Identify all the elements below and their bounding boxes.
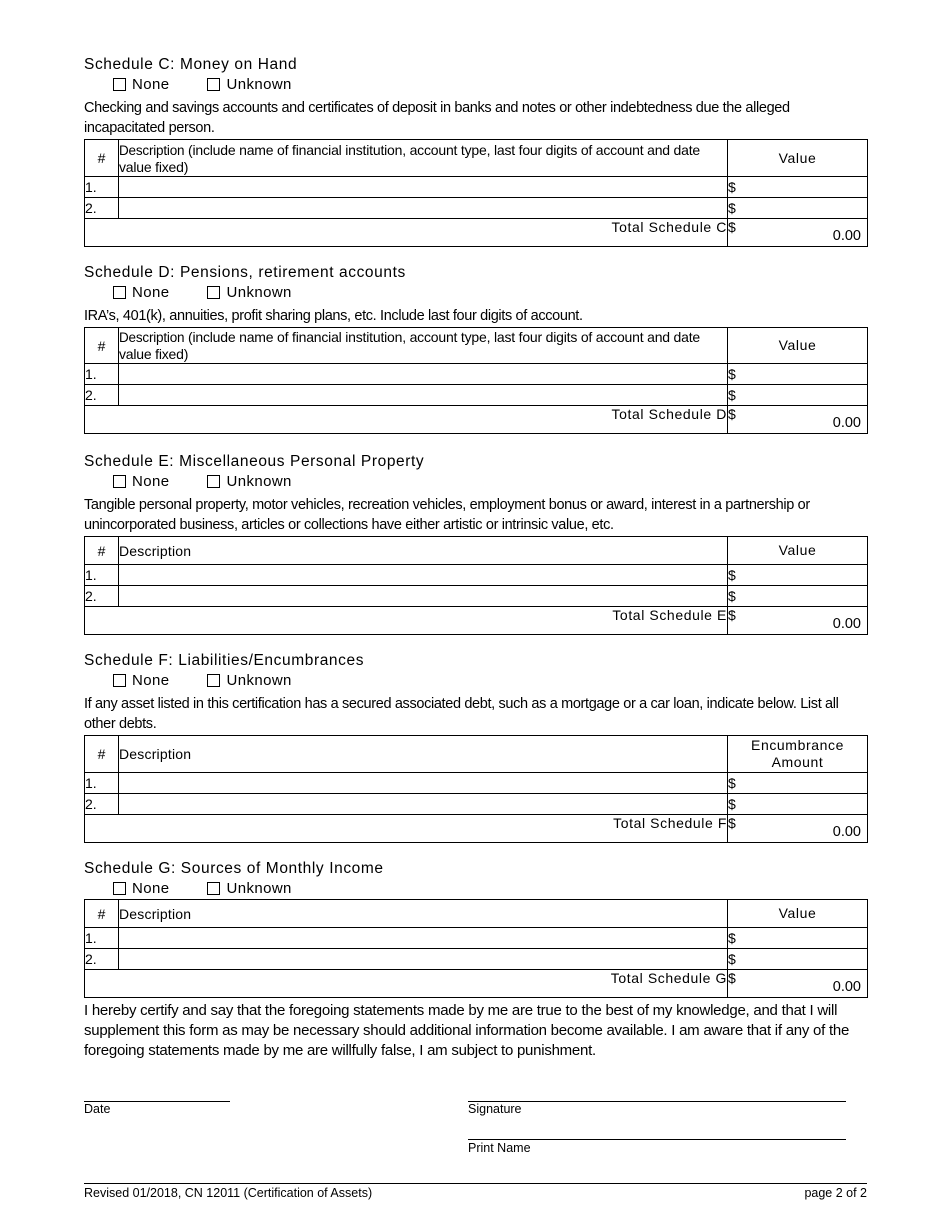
total-amount: 0.00 (832, 228, 861, 244)
description-cell[interactable] (119, 949, 728, 970)
table-row (85, 586, 868, 607)
description-cell[interactable] (119, 364, 728, 385)
row-number: 1. (85, 773, 119, 794)
total-value-cell[interactable] (728, 607, 868, 635)
value-cell[interactable] (728, 773, 868, 794)
currency-symbol: $ (728, 588, 736, 604)
schedule-c-table (84, 139, 868, 247)
table-row (85, 794, 868, 815)
description-cell[interactable] (119, 794, 728, 815)
description-header-lead: Description (119, 142, 185, 158)
table-row (85, 928, 868, 949)
total-row (85, 406, 868, 434)
description-header-note: (include name of financial institution, account type, last four digits of account and date value fixed) (119, 329, 701, 362)
value-cell[interactable] (728, 586, 868, 607)
schedule-f-unknown-checkbox[interactable] (207, 672, 291, 689)
total-row (85, 607, 868, 635)
table-row (85, 949, 868, 970)
total-row (85, 219, 868, 247)
schedule-g-title: Schedule G: Sources of Monthly Income (84, 860, 384, 877)
row-number: 1. (85, 928, 119, 949)
total-label: Total Schedule D (85, 406, 728, 434)
schedule-d-title: Schedule D: Pensions, retirement accounts (84, 264, 406, 281)
description-header: Description (119, 537, 728, 565)
value-cell[interactable] (728, 794, 868, 815)
currency-symbol: $ (728, 607, 736, 623)
schedule-d-options (84, 282, 867, 302)
value-header: Value (728, 328, 868, 364)
schedule-f-options (84, 670, 867, 690)
currency-symbol: $ (728, 179, 736, 195)
none-label: None (132, 283, 170, 301)
num-header: # (85, 140, 119, 177)
currency-symbol: $ (728, 387, 736, 403)
schedule-g-none-checkbox[interactable] (113, 880, 169, 897)
description-cell[interactable] (119, 586, 728, 607)
description-cell[interactable] (119, 177, 728, 198)
checkbox-icon[interactable] (113, 78, 126, 91)
signature-line[interactable] (468, 1101, 846, 1102)
schedule-c-options (84, 74, 867, 94)
total-label: Total Schedule F (85, 815, 728, 843)
date-label: Date (84, 1102, 111, 1116)
table-row (85, 364, 868, 385)
checkbox-icon[interactable] (207, 78, 220, 91)
footer-divider (84, 1183, 867, 1184)
row-number: 2. (85, 794, 119, 815)
total-value-cell[interactable] (728, 815, 868, 843)
total-amount: 0.00 (832, 979, 861, 995)
checkbox-icon[interactable] (113, 475, 126, 488)
value-cell[interactable] (728, 385, 868, 406)
schedule-f-none-checkbox[interactable] (113, 672, 169, 689)
value-cell[interactable] (728, 928, 868, 949)
currency-symbol: $ (728, 970, 736, 986)
total-label: Total Schedule C (85, 219, 728, 247)
checkbox-icon[interactable] (113, 286, 126, 299)
row-number: 2. (85, 949, 119, 970)
schedule-f-section (84, 652, 867, 843)
value-header: Value (728, 900, 868, 928)
value-cell[interactable] (728, 949, 868, 970)
schedule-c-section (84, 56, 867, 247)
currency-symbol: $ (728, 366, 736, 382)
currency-symbol: $ (728, 930, 736, 946)
schedule-d-description: IRA’s, 401(k), annuities, profit sharing plans, etc. Include last four digits of account. (84, 308, 583, 324)
schedule-e-table (84, 536, 868, 635)
total-row (85, 815, 868, 843)
table-row (85, 565, 868, 586)
footer-page-number: page 2 of 2 (804, 1186, 867, 1200)
encumbrance-amount-header (728, 736, 868, 773)
value-cell[interactable] (728, 198, 868, 219)
schedule-f-table (84, 735, 868, 843)
none-label: None (132, 75, 170, 93)
description-cell[interactable] (119, 565, 728, 586)
currency-symbol: $ (728, 951, 736, 967)
schedule-g-section (84, 860, 867, 998)
schedule-c-unknown-checkbox[interactable] (207, 76, 291, 93)
print-name-line[interactable] (468, 1139, 846, 1140)
encumbrance-header-text: Encumbrance Amount (751, 737, 844, 770)
schedule-e-description: Tangible personal property, motor vehicles, recreation vehicles, employment bonus or award, interest in a partnership or unincorporated business, articles or collections have either artistic or intrinsic value, etc. (84, 497, 810, 533)
schedule-d-unknown-checkbox[interactable] (207, 284, 291, 301)
checkbox-icon[interactable] (207, 475, 220, 488)
table-row (85, 773, 868, 794)
description-header-note: (include name of financial institution, account type, last four digits of account and date value fixed) (119, 141, 701, 175)
footer-revision: Revised 01/2018, CN 12011 (Certification of Assets) (84, 1186, 373, 1200)
table-header (85, 537, 868, 565)
signature-label: Signature (468, 1102, 522, 1116)
table-header (85, 140, 868, 177)
schedule-e-title: Schedule E: Miscellaneous Personal Property (84, 453, 425, 470)
num-header: # (85, 537, 119, 565)
schedule-e-options (84, 471, 867, 491)
value-header: Value (728, 537, 868, 565)
description-cell[interactable] (119, 928, 728, 949)
print-name-label: Print Name (468, 1141, 531, 1155)
schedule-f-description: If any asset listed in this certification has a secured associated debt, such as a mortgage or a car loan, indicate below. List all other debts. (84, 696, 839, 732)
checkbox-icon[interactable] (113, 882, 126, 895)
none-label: None (132, 472, 170, 490)
currency-symbol: $ (728, 796, 736, 812)
table-row (85, 198, 868, 219)
none-label: None (132, 879, 170, 897)
checkbox-icon[interactable] (207, 882, 220, 895)
table-header (85, 328, 868, 364)
unknown-label: Unknown (226, 283, 292, 301)
checkbox-icon[interactable] (207, 674, 220, 687)
schedule-c-none-checkbox[interactable] (113, 76, 169, 93)
value-cell[interactable] (728, 177, 868, 198)
schedule-c-title: Schedule C: Money on Hand (84, 56, 298, 73)
total-value-cell[interactable] (728, 406, 868, 434)
total-label: Total Schedule E (85, 607, 728, 635)
unknown-label: Unknown (226, 671, 292, 689)
schedule-c-description: Checking and savings accounts and certificates of deposit in banks and notes or other indebtedness due the alleged incapacitated person. (84, 100, 790, 136)
unknown-label: Unknown (226, 472, 292, 490)
value-cell[interactable] (728, 565, 868, 586)
schedule-g-unknown-checkbox[interactable] (207, 880, 291, 897)
total-value-cell[interactable] (728, 219, 868, 247)
description-cell[interactable] (119, 385, 728, 406)
value-header: Value (728, 140, 868, 177)
schedule-f-title: Schedule F: Liabilities/Encumbrances (84, 652, 365, 669)
checkbox-icon[interactable] (113, 674, 126, 687)
table-header (85, 736, 868, 773)
total-label: Total Schedule G (85, 970, 728, 998)
table-row (85, 177, 868, 198)
num-header: # (85, 900, 119, 928)
unknown-label: Unknown (226, 75, 292, 93)
value-cell[interactable] (728, 364, 868, 385)
row-number: 2. (85, 586, 119, 607)
description-cell[interactable] (119, 773, 728, 794)
schedule-g-table (84, 899, 868, 998)
unknown-label: Unknown (226, 879, 292, 897)
description-header: Description (119, 736, 728, 773)
currency-symbol: $ (728, 815, 736, 831)
currency-symbol: $ (728, 219, 736, 235)
schedule-g-options (84, 878, 867, 898)
currency-symbol: $ (728, 200, 736, 216)
total-row (85, 970, 868, 998)
schedule-e-unknown-checkbox[interactable] (207, 473, 291, 490)
row-number: 2. (85, 198, 119, 219)
none-label: None (132, 671, 170, 689)
schedule-d-section (84, 264, 867, 434)
row-number: 2. (85, 385, 119, 406)
row-number: 1. (85, 177, 119, 198)
description-header-lead: Description (119, 330, 185, 345)
description-header (119, 328, 728, 364)
total-amount: 0.00 (832, 415, 861, 431)
table-header (85, 900, 868, 928)
description-header (119, 140, 728, 177)
row-number: 1. (85, 565, 119, 586)
description-cell[interactable] (119, 198, 728, 219)
description-header: Description (119, 900, 728, 928)
currency-symbol: $ (728, 775, 736, 791)
schedule-d-table (84, 327, 868, 434)
row-number: 1. (85, 364, 119, 385)
currency-symbol: $ (728, 406, 736, 422)
total-amount: 0.00 (832, 616, 861, 632)
total-amount: 0.00 (832, 824, 861, 840)
currency-symbol: $ (728, 567, 736, 583)
schedule-e-none-checkbox[interactable] (113, 473, 169, 490)
total-value-cell[interactable] (728, 970, 868, 998)
checkbox-icon[interactable] (207, 286, 220, 299)
num-header: # (85, 328, 119, 364)
schedule-d-none-checkbox[interactable] (113, 284, 169, 301)
certification-statement: I hereby certify and say that the foregoing statements made by me are true to the best of my knowledge, and that I will supplement this form as may be necessary should additional information become available. I am aware that if any of the foregoing statements made by me are willfully false, I am subject to punishment. (84, 1002, 850, 1059)
table-row (85, 385, 868, 406)
num-header: # (85, 736, 119, 773)
schedule-e-section (84, 453, 867, 635)
